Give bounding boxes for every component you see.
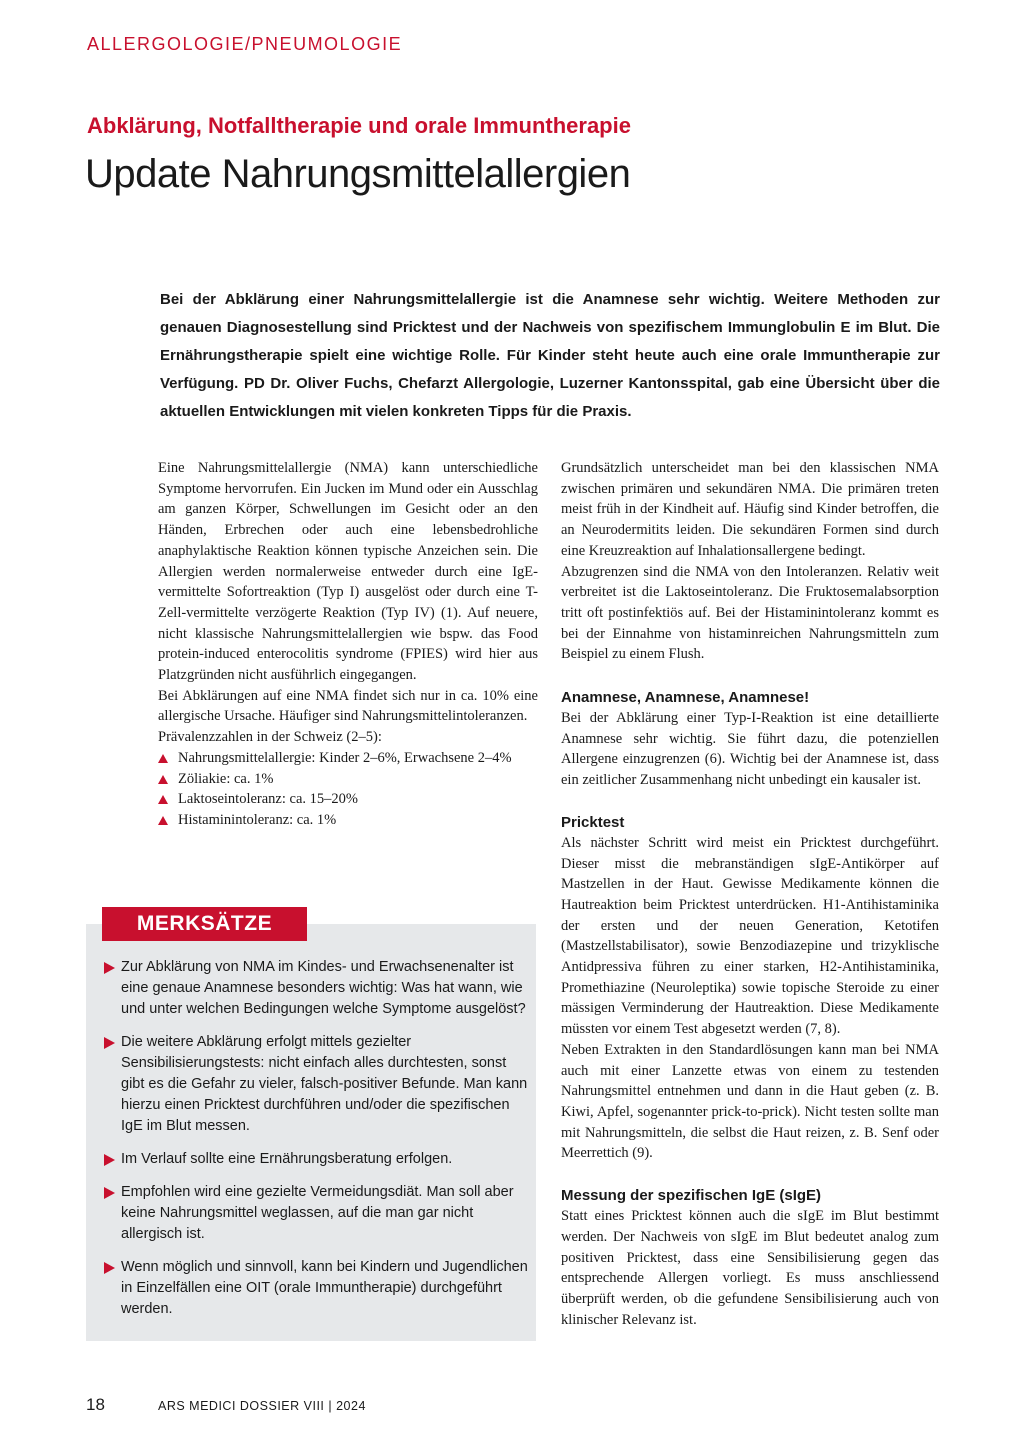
arrow-bullet-icon	[104, 1262, 115, 1274]
list-item-text: Zur Abklärung von NMA im Kindes- und Erwachsenenalter ist eine genaue Anamnese besonders wichtig: Was hat wann, wie und unter welchen Bedingungen welche Symptome ausgelöst?	[121, 959, 526, 1017]
list-item-text: Laktoseintoleranz: ca. 15–20%	[178, 791, 358, 808]
list-item-text: Wenn möglich und sinnvoll, kann bei Kindern und Jugendlichen in Einzelfällen eine OIT (orale Immuntherapie) durchgeführt werden.	[121, 1259, 528, 1317]
list-item-text: Im Verlauf sollte eine Ernährungsberatung erfolgen.	[121, 1151, 453, 1167]
arrow-bullet-icon	[104, 1037, 115, 1049]
list-item	[103, 957, 528, 1020]
list-item	[103, 1257, 528, 1320]
list-item	[158, 769, 538, 790]
list-item-text: Empfohlen wird eine gezielte Vermeidungsdiät. Man soll aber keine Nahrungsmittel weglassen, auf die man gar nicht allergisch ist.	[121, 1184, 514, 1242]
subheading-sige: Messung der spezifischen IgE (sIgE)	[561, 1187, 822, 1205]
list-item	[103, 1182, 528, 1245]
lead-paragraph: Bei der Abklärung einer Nahrungsmittelallergie ist die Anamnese sehr wichtig. Weitere Methoden zur genauen Diagnosestellung sind Pricktest und der Nachweis von spezifischem Immunglobulin E im Blut. Die Ernährungstherapie spielt eine wichtige Rolle. Für Kinder steht heute auch eine orale Immuntherapie zur Verfügung. PD Dr. Oliver Fuchs, Chefarzt Allergologie, Luzerner Kantonsspital, gab eine Übersicht über die aktuellen Entwicklungen mit vielen konkreten Tipps für die Praxis.	[160, 291, 940, 420]
triangle-bullet-icon	[158, 754, 168, 763]
right-column	[561, 458, 939, 1330]
list-item	[103, 1032, 528, 1137]
body-paragraph: Prävalenzzahlen in der Schweiz (2–5):	[158, 729, 382, 746]
arrow-bullet-icon	[104, 1187, 115, 1199]
body-paragraph: Als nächster Schritt wird meist ein Pricktest durchgeführt. Dieser misst die mebranständigen sIgE-Antikörper auf Mastzellen in der Haut. Gewisse Medikamente können die Hautreaktion beim Pricktest unterdrücken. H1-Antihistaminika der ersten und der neuen Generation, Ketotifen (Mastzellstabilisator), sowie Benzodiazepine und trizyklische Antidpressiva führen zu einer starken, H2-Antihistaminika, Promethiazine (Neuroleptika) sowie topische Steroide zu einer mässigen Verminderung der Hautreaktion. Diese Medikamente müssten vor einem Test abgesetzt werden (7, 8).	[561, 834, 939, 1038]
list-item	[158, 810, 538, 831]
section-label: ALLERGOLOGIE/PNEUMOLOGIE	[87, 34, 403, 54]
subheading-pricktest: Pricktest	[561, 813, 625, 831]
body-paragraph: Eine Nahrungsmittelallergie (NMA) kann unterschiedliche Symptome hervorrufen. Ein Jucken im Mund oder ein Ausschlag am ganzen Körper, Schwellungen im Gesicht oder an den Händen, Erbrechen oder auch eine lebensbedrohliche anaphylaktische Reaktion können typische Anzeichen sein. Die Allergien werden normalerweise entweder durch eine IgE-vermittelte Sofortreaktion (Typ I) ausgelöst oder durch eine T-Zell-vermittelte verzögerte Reaktion (Typ IV) (1). Auf neuere, nicht klassische Nahrungsmittelallergien wie bspw. das Food protein-induced enterocolitis syndrome (FPIES) wird hier aus Platzgründen nicht ausführlich eingegangen.	[158, 460, 538, 684]
journal-name: ARS MEDICI DOSSIER VIII | 2024	[158, 1399, 366, 1413]
left-column	[158, 458, 538, 831]
triangle-bullet-icon	[158, 816, 168, 825]
body-paragraph: Bei der Abklärung einer Typ-I-Reaktion ist eine detaillierte Anamnese sehr wichtig. Sie führt dazu, die potenziellen Allergene einzugrenzen (6). Wichtig bei der Anamnese ist, dass ein zeitlicher Zusammenhang nicht unbedingt ein kausaler ist.	[561, 710, 939, 789]
body-paragraph: Neben Extrakten in den Standardlösungen kann man bei NMA auch mit einer Lanzette etwas von einem zu testenden Nahrungsmittel entnehmen und dann in die Haut geben (z. B. Kiwi, Apfel, sogenannter prick-to-prick). Nicht testen sollte man mit Nahrungsmitteln, die selbst die Haut reizen, z. B. Senf oder Meerrettich (9).	[561, 1041, 939, 1162]
merksaetze-label: MERKSÄTZE	[102, 907, 307, 941]
arrow-bullet-icon	[104, 1154, 115, 1166]
list-item	[158, 748, 538, 769]
body-paragraph: Statt eines Pricktest können auch die sIgE im Blut bestimmt werden. Der Nachweis von sIgE im Blut bedeutet analog zum positiven Pricktest, dass eine Sensibilisierung gegen das entsprechende Allergen vorliegt. Es muss anschliessend überprüft werden, ob die gefundene Sensibilisierung auch von klinischer Relevanz ist.	[561, 1208, 939, 1328]
body-paragraph: Grundsätzlich unterscheidet man bei den klassischen NMA zwischen primären und sekundären NMA. Die primären treten meist früh in der Kindheit auf. Häufig sind Kinder betroffen, die an Neurodermitits leiden. Die sekundären Formen sind durch eine Kreuzreaktion auf Inhalationsallergene bedingt.	[561, 460, 939, 559]
page-number: 18	[86, 1395, 105, 1414]
article-kicker: Abklärung, Notfalltherapie und orale Immuntherapie	[87, 113, 631, 138]
triangle-bullet-icon	[158, 795, 168, 804]
arrow-bullet-icon	[104, 962, 115, 974]
list-item-text: Histaminintoleranz: ca. 1%	[178, 811, 337, 828]
list-item-text: Die weitere Abklärung erfolgt mittels gezielter Sensibilisierungstests: nicht einfach alles durchtesten, sonst gibt es die Gefahr zu vieler, falsch-positiver Befunde. Man kann hierzu einen Pricktest durchführen und/oder die spezifischen IgE im Blut messen.	[121, 1034, 528, 1134]
body-paragraph: Bei Abklärungen auf eine NMA findet sich nur in ca. 10% eine allergische Ursache. Häufiger sind Nahrungsmittelintoleranzen.	[158, 687, 538, 725]
triangle-bullet-icon	[158, 775, 168, 784]
body-paragraph: Abzugrenzen sind die NMA von den Intoleranzen. Relativ weit verbreitet ist die Laktoseintoleranz. Die Fruktosemalabsorption tritt oft postinfektiös auf. Bei der Histaminintoleranz kommt es bei der Einnahme von histaminreichen Nahrungsmitteln zum Beispiel zu einem Flush.	[561, 563, 939, 663]
list-item-text: Zöliakie: ca. 1%	[178, 770, 274, 787]
article-title: Update Nahrungsmittelallergien	[85, 152, 631, 196]
list-item	[158, 789, 538, 810]
merksaetze-list	[103, 957, 528, 1332]
list-item	[103, 1149, 528, 1170]
prevalence-list	[158, 748, 538, 831]
list-item-text: Nahrungsmittelallergie: Kinder 2–6%, Erwachsene 2–4%	[178, 749, 512, 766]
subheading-anamnese: Anamnese, Anamnese, Anamnese!	[561, 689, 810, 707]
